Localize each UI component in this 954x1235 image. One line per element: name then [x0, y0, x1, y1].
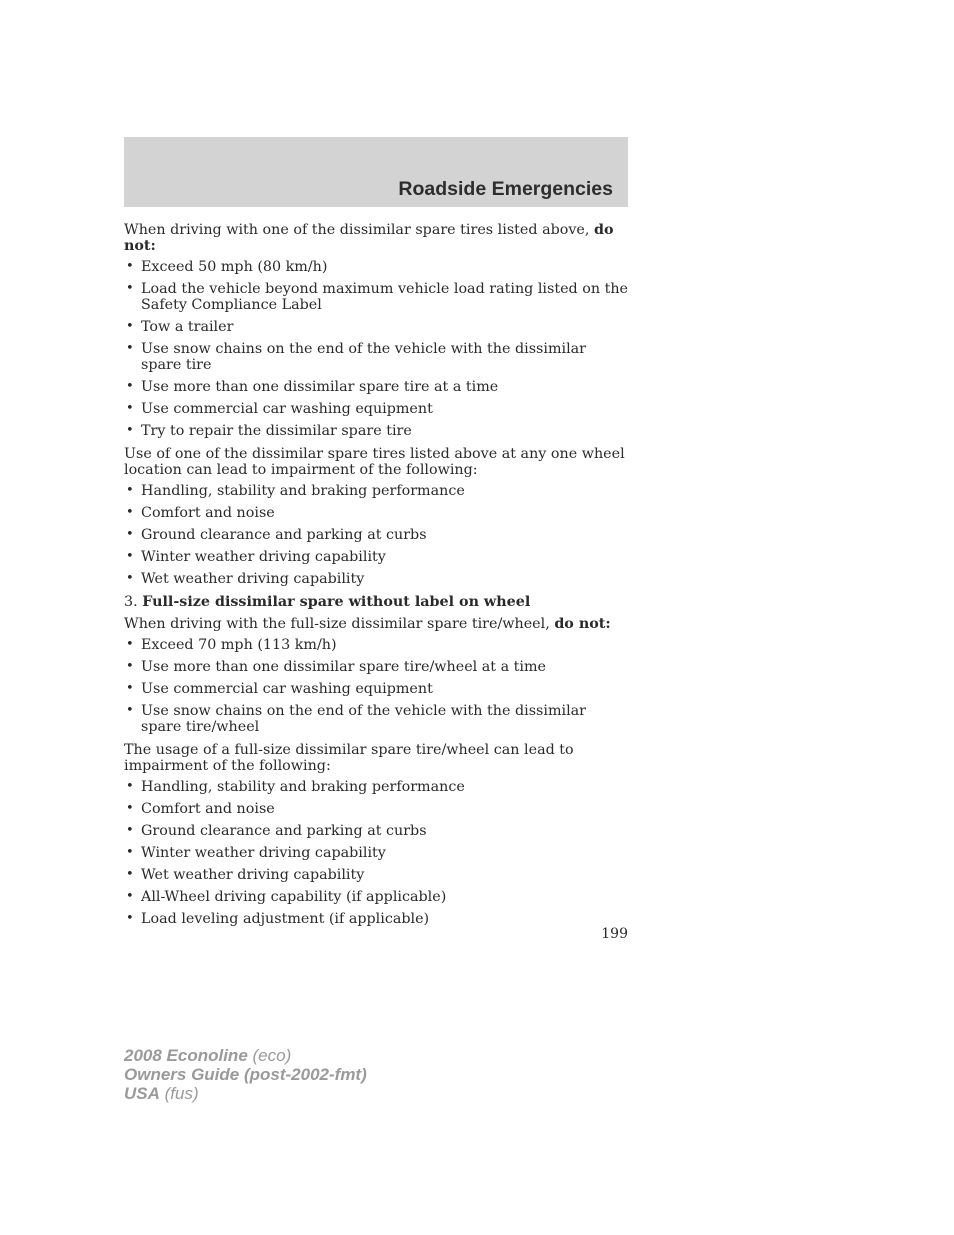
- bullet-icon: •: [126, 379, 134, 394]
- list-item-text: Handling, stability and braking performance: [141, 483, 465, 499]
- list-item: [124, 822, 628, 844]
- list-item-text: Use snow chains on the end of the vehicle with the dissimilar spare tire/wheel: [141, 703, 587, 735]
- footer-line-guide: Owners Guide (post-2002-fmt): [124, 1065, 367, 1084]
- bullet-icon: •: [126, 681, 134, 696]
- list-item: [124, 340, 628, 378]
- footer-line-market: USA (fus): [124, 1084, 199, 1103]
- list-item-text: Ground clearance and parking at curbs: [141, 823, 427, 839]
- list-item-text: All-Wheel driving capability (if applicable): [141, 889, 447, 905]
- impairment-paragraph-2: The usage of a full-size dissimilar spare tire/wheel can lead to impairment of the following:: [124, 742, 574, 774]
- list-item-text: Use commercial car washing equipment: [141, 401, 433, 417]
- list-item: [124, 658, 628, 680]
- list-item-text: Use snow chains on the end of the vehicle with the dissimilar spare tire: [141, 341, 587, 373]
- list-item: [124, 280, 628, 318]
- bullet-icon: •: [126, 637, 134, 652]
- list-item: [124, 866, 628, 888]
- bullet-icon: •: [126, 867, 134, 882]
- bullet-icon: •: [126, 281, 134, 296]
- list-item-text: Wet weather driving capability: [141, 571, 365, 587]
- list-item-text: Use more than one dissimilar spare tire/wheel at a time: [141, 659, 547, 675]
- list-item-text: Load the vehicle beyond maximum vehicle load rating listed on the Safety Compliance Label: [141, 281, 629, 313]
- list-item-text: Exceed 70 mph (113 km/h): [141, 637, 337, 653]
- list-item-text: Use commercial car washing equipment: [141, 681, 433, 697]
- bullet-icon: •: [126, 423, 134, 438]
- list-item: [124, 702, 628, 740]
- impairment-paragraph-1: Use of one of the dissimilar spare tires listed above at any one wheel location can lead to impairment of the following:: [124, 446, 625, 478]
- list-item: [124, 422, 628, 444]
- list-item: [124, 778, 628, 800]
- list-item-text: Wet weather driving capability: [141, 867, 365, 883]
- list-item-text: Use more than one dissimilar spare tire at a time: [141, 379, 499, 395]
- list-item-text: Handling, stability and braking performance: [141, 779, 465, 795]
- list-item-text: Winter weather driving capability: [141, 845, 386, 861]
- bullet-icon: •: [126, 341, 134, 356]
- bullet-icon: •: [126, 505, 134, 520]
- list-item: [124, 800, 628, 822]
- section-title: Roadside Emergencies: [398, 178, 613, 200]
- list-item: [124, 526, 628, 548]
- list-item-text: Comfort and noise: [141, 505, 275, 521]
- bullet-list-impairment: [124, 482, 628, 592]
- list-item-text: Tow a trailer: [141, 319, 234, 335]
- bullet-list-do-not: [124, 258, 628, 444]
- bullet-list-full-size-do-not: [124, 636, 628, 740]
- bullet-icon: •: [126, 401, 134, 416]
- list-item: [124, 888, 628, 910]
- list-item: [124, 844, 628, 866]
- bullet-icon: •: [126, 703, 134, 718]
- list-item: [124, 378, 628, 400]
- list-item-text: Comfort and noise: [141, 801, 275, 817]
- list-item: [124, 258, 628, 280]
- list-item: [124, 318, 628, 340]
- bullet-list-full-size-impairment: [124, 778, 628, 932]
- bullet-icon: •: [126, 889, 134, 904]
- section-header-band: [124, 137, 628, 207]
- bullet-icon: •: [126, 911, 134, 926]
- bullet-icon: •: [126, 823, 134, 838]
- list-item: [124, 570, 628, 592]
- bullet-icon: •: [126, 319, 134, 334]
- list-item-text: Exceed 50 mph (80 km/h): [141, 259, 328, 275]
- bullet-icon: •: [126, 659, 134, 674]
- bullet-icon: •: [126, 779, 134, 794]
- bullet-icon: •: [126, 527, 134, 542]
- section-3-heading: 3. Full-size dissimilar spare without label on wheel: [124, 594, 531, 610]
- list-item: [124, 636, 628, 658]
- list-item: [124, 504, 628, 526]
- bullet-icon: •: [126, 845, 134, 860]
- bullet-icon: •: [126, 571, 134, 586]
- intro-paragraph-3: When driving with the full-size dissimilar spare tire/wheel, do not:: [124, 616, 611, 632]
- bullet-icon: •: [126, 259, 134, 274]
- list-item: [124, 548, 628, 570]
- list-item-text: Load leveling adjustment (if applicable): [141, 911, 430, 927]
- page-number: 199: [601, 926, 628, 942]
- document-footer: [124, 1046, 367, 1103]
- list-item: [124, 482, 628, 504]
- list-item: [124, 910, 628, 932]
- intro-paragraph-1: When driving with one of the dissimilar spare tires listed above, do not:: [124, 222, 614, 254]
- footer-line-model: 2008 Econoline (eco): [124, 1046, 292, 1065]
- list-item-text: Winter weather driving capability: [141, 549, 386, 565]
- list-item-text: Ground clearance and parking at curbs: [141, 527, 427, 543]
- page-content: [124, 220, 628, 932]
- bullet-icon: •: [126, 483, 134, 498]
- bullet-icon: •: [126, 549, 134, 564]
- bullet-icon: •: [126, 801, 134, 816]
- list-item-text: Try to repair the dissimilar spare tire: [141, 423, 412, 439]
- list-item: [124, 400, 628, 422]
- list-item: [124, 680, 628, 702]
